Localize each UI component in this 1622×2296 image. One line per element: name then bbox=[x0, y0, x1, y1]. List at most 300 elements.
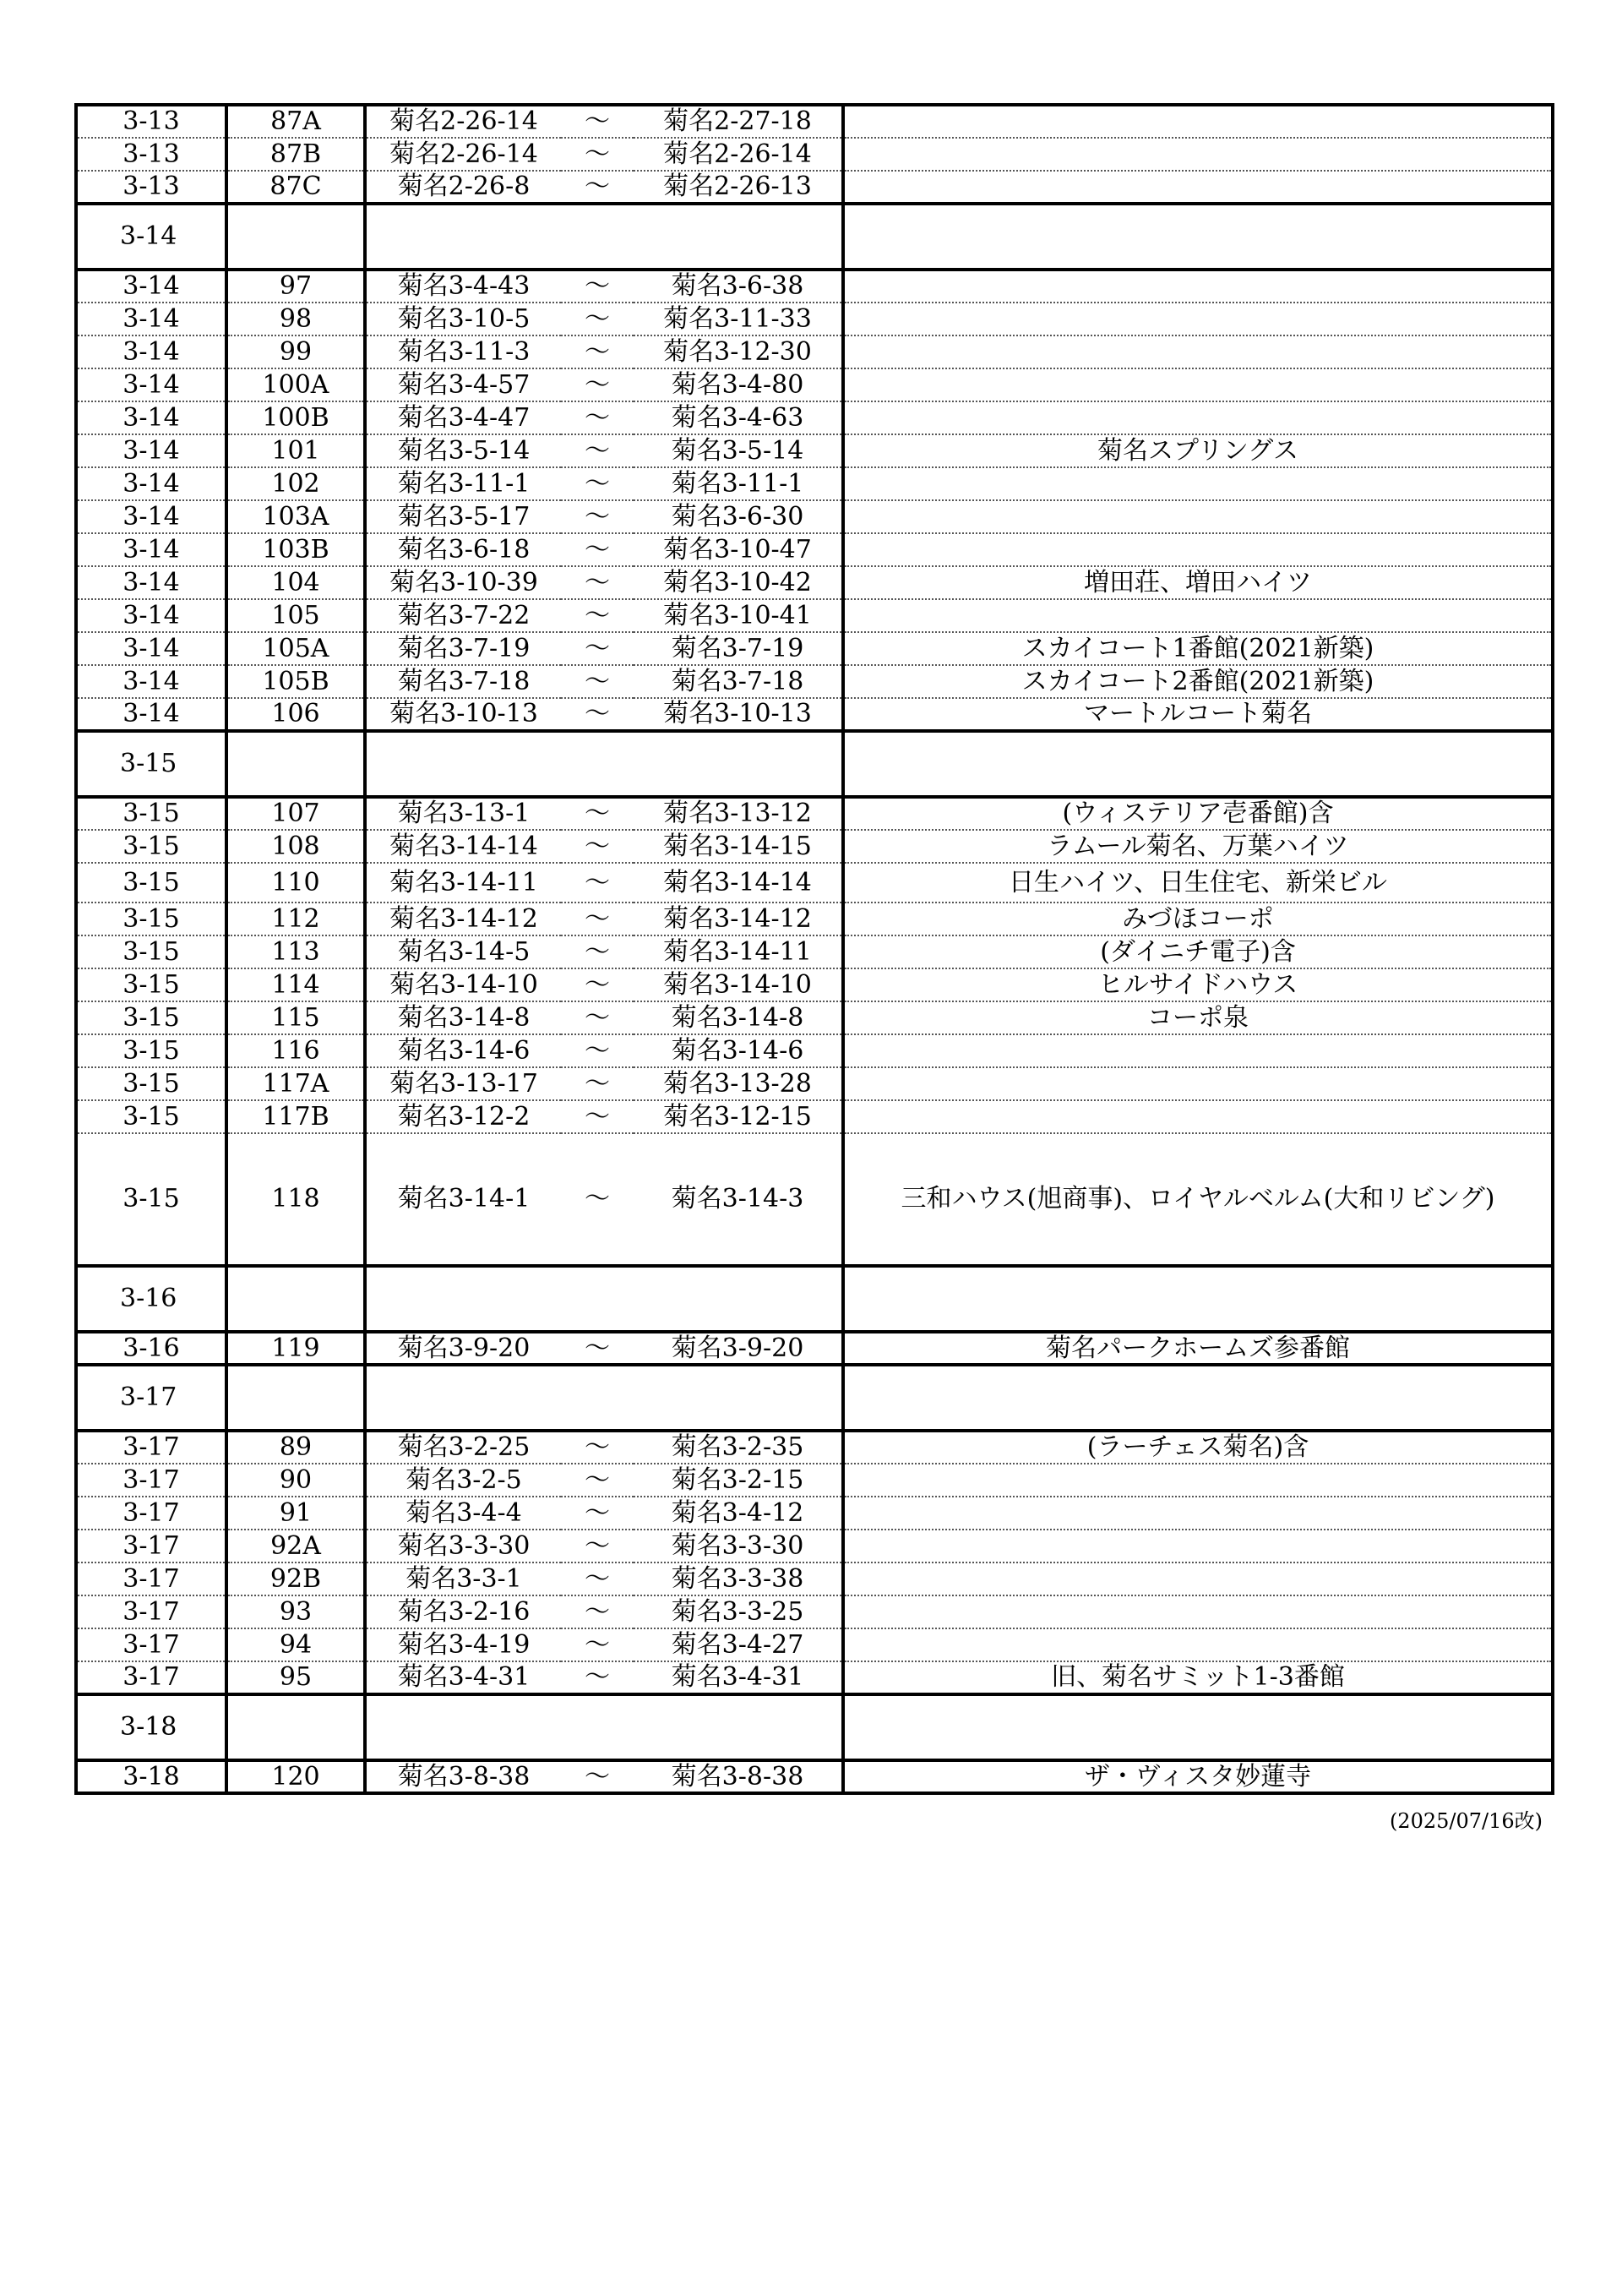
table-row bbox=[76, 1530, 1553, 1562]
chome-cell: 3-14 bbox=[76, 434, 226, 467]
address-from-cell: 菊名3-14-8 bbox=[365, 1001, 561, 1034]
address-to-cell: 菊名3-10-13 bbox=[634, 698, 843, 731]
range-separator: ～ bbox=[561, 863, 634, 903]
chome-cell: 3-18 bbox=[76, 1694, 226, 1760]
building-note-cell: 日生ハイツ、日生住宅、新栄ビル bbox=[843, 863, 1553, 903]
address-from-cell: 菊名2-26-8 bbox=[365, 171, 561, 204]
address-from-cell: 菊名3-5-17 bbox=[365, 500, 561, 533]
range-separator: ～ bbox=[561, 968, 634, 1001]
table-row bbox=[76, 1034, 1553, 1067]
chome-cell: 3-15 bbox=[76, 968, 226, 1001]
number-cell: 94 bbox=[226, 1628, 365, 1661]
table-row bbox=[76, 698, 1553, 731]
chome-cell: 3-15 bbox=[76, 1067, 226, 1100]
building-note-cell bbox=[843, 105, 1553, 138]
number-cell: 97 bbox=[226, 270, 365, 303]
chome-cell: 3-14 bbox=[76, 698, 226, 731]
address-from-cell: 菊名3-4-43 bbox=[365, 270, 561, 303]
building-note-cell bbox=[843, 335, 1553, 368]
address-from-cell: 菊名3-7-18 bbox=[365, 665, 561, 698]
building-note-cell: (ウィステリア壱番館)含 bbox=[843, 797, 1553, 830]
address-from-cell bbox=[365, 1694, 561, 1760]
address-from-cell bbox=[365, 1266, 561, 1332]
range-separator: ～ bbox=[561, 368, 634, 401]
range-separator bbox=[561, 1694, 634, 1760]
address-to-cell: 菊名3-7-19 bbox=[634, 632, 843, 665]
address-to-cell: 菊名3-10-41 bbox=[634, 599, 843, 632]
table-row bbox=[76, 467, 1553, 500]
table-row bbox=[76, 1661, 1553, 1694]
range-separator: ～ bbox=[561, 599, 634, 632]
building-note-cell bbox=[843, 731, 1553, 797]
address-to-cell: 菊名3-13-12 bbox=[634, 797, 843, 830]
address-from-cell: 菊名3-10-13 bbox=[365, 698, 561, 731]
address-to-cell: 菊名3-14-10 bbox=[634, 968, 843, 1001]
range-separator: ～ bbox=[561, 533, 634, 566]
number-cell: 103A bbox=[226, 500, 365, 533]
number-cell: 90 bbox=[226, 1464, 365, 1497]
group-header-row bbox=[76, 1365, 1553, 1431]
address-to-cell bbox=[634, 204, 843, 270]
address-from-cell bbox=[365, 1365, 561, 1431]
number-cell: 105 bbox=[226, 599, 365, 632]
address-from-cell: 菊名3-12-2 bbox=[365, 1100, 561, 1133]
number-cell: 101 bbox=[226, 434, 365, 467]
table-row bbox=[76, 1562, 1553, 1595]
number-cell: 113 bbox=[226, 935, 365, 968]
address-from-cell: 菊名3-2-25 bbox=[365, 1431, 561, 1464]
building-note-cell bbox=[843, 1266, 1553, 1332]
chome-cell: 3-14 bbox=[76, 270, 226, 303]
table-row bbox=[76, 1464, 1553, 1497]
address-to-cell: 菊名3-2-15 bbox=[634, 1464, 843, 1497]
address-to-cell: 菊名2-27-18 bbox=[634, 105, 843, 138]
table-row bbox=[76, 599, 1553, 632]
range-separator: ～ bbox=[561, 1431, 634, 1464]
building-note-cell bbox=[843, 467, 1553, 500]
range-separator: ～ bbox=[561, 1001, 634, 1034]
address-from-cell: 菊名3-14-5 bbox=[365, 935, 561, 968]
table-row bbox=[76, 830, 1553, 863]
number-cell: 117B bbox=[226, 1100, 365, 1133]
range-separator: ～ bbox=[561, 1464, 634, 1497]
chome-cell: 3-14 bbox=[76, 665, 226, 698]
building-note-cell bbox=[843, 138, 1553, 171]
building-note-cell: (ラーチェス菊名)含 bbox=[843, 1431, 1553, 1464]
chome-cell: 3-14 bbox=[76, 303, 226, 335]
range-separator: ～ bbox=[561, 270, 634, 303]
address-to-cell bbox=[634, 1694, 843, 1760]
building-note-cell bbox=[843, 270, 1553, 303]
range-separator: ～ bbox=[561, 1133, 634, 1266]
number-cell: 105B bbox=[226, 665, 365, 698]
number-cell: 89 bbox=[226, 1431, 365, 1464]
building-note-cell bbox=[843, 1365, 1553, 1431]
chome-cell: 3-14 bbox=[76, 368, 226, 401]
range-separator: ～ bbox=[561, 935, 634, 968]
chome-cell: 3-17 bbox=[76, 1497, 226, 1530]
table-row bbox=[76, 500, 1553, 533]
address-to-cell: 菊名3-14-3 bbox=[634, 1133, 843, 1266]
address-from-cell: 菊名3-2-5 bbox=[365, 1464, 561, 1497]
chome-cell: 3-15 bbox=[76, 1133, 226, 1266]
table-row bbox=[76, 797, 1553, 830]
building-note-cell bbox=[843, 599, 1553, 632]
number-cell: 114 bbox=[226, 968, 365, 1001]
building-note-cell: ラムール菊名、万葉ハイツ bbox=[843, 830, 1553, 863]
table-row bbox=[76, 1497, 1553, 1530]
building-note-cell bbox=[843, 368, 1553, 401]
building-note-cell: マートルコート菊名 bbox=[843, 698, 1553, 731]
table-row bbox=[76, 1100, 1553, 1133]
building-note-cell: スカイコート1番館(2021新築) bbox=[843, 632, 1553, 665]
chome-cell: 3-15 bbox=[76, 797, 226, 830]
address-to-cell: 菊名3-4-31 bbox=[634, 1661, 843, 1694]
range-separator: ～ bbox=[561, 1628, 634, 1661]
address-to-cell: 菊名3-10-47 bbox=[634, 533, 843, 566]
number-cell: 120 bbox=[226, 1760, 365, 1793]
address-from-cell: 菊名3-10-39 bbox=[365, 566, 561, 599]
address-from-cell: 菊名3-4-47 bbox=[365, 401, 561, 434]
address-from-cell bbox=[365, 731, 561, 797]
building-note-cell: 菊名パークホームズ参番館 bbox=[843, 1332, 1553, 1365]
building-note-cell bbox=[843, 1067, 1553, 1100]
building-note-cell bbox=[843, 401, 1553, 434]
address-from-cell: 菊名3-13-17 bbox=[365, 1067, 561, 1100]
building-note-cell bbox=[843, 1464, 1553, 1497]
address-to-cell: 菊名3-3-25 bbox=[634, 1595, 843, 1628]
number-cell: 99 bbox=[226, 335, 365, 368]
address-from-cell: 菊名3-3-1 bbox=[365, 1562, 561, 1595]
table-row bbox=[76, 368, 1553, 401]
range-separator: ～ bbox=[561, 467, 634, 500]
range-separator bbox=[561, 731, 634, 797]
address-from-cell: 菊名2-26-14 bbox=[365, 138, 561, 171]
chome-cell: 3-15 bbox=[76, 1001, 226, 1034]
table-row bbox=[76, 1067, 1553, 1100]
building-note-cell: 三和ハウス(旭商事)、ロイヤルベルム(大和リビング) bbox=[843, 1133, 1553, 1266]
chome-cell: 3-14 bbox=[76, 632, 226, 665]
address-from-cell: 菊名3-9-20 bbox=[365, 1332, 561, 1365]
number-cell: 103B bbox=[226, 533, 365, 566]
address-to-cell: 菊名3-4-63 bbox=[634, 401, 843, 434]
building-note-cell bbox=[843, 1497, 1553, 1530]
table-row bbox=[76, 105, 1553, 138]
number-cell: 104 bbox=[226, 566, 365, 599]
number-cell: 112 bbox=[226, 903, 365, 935]
table-row bbox=[76, 632, 1553, 665]
number-cell bbox=[226, 204, 365, 270]
range-separator: ～ bbox=[561, 1497, 634, 1530]
number-cell: 116 bbox=[226, 1034, 365, 1067]
address-to-cell: 菊名3-14-11 bbox=[634, 935, 843, 968]
range-separator: ～ bbox=[561, 1100, 634, 1133]
address-to-cell: 菊名3-4-80 bbox=[634, 368, 843, 401]
address-from-cell: 菊名3-5-14 bbox=[365, 434, 561, 467]
building-note-cell: コーポ泉 bbox=[843, 1001, 1553, 1034]
address-from-cell: 菊名2-26-14 bbox=[365, 105, 561, 138]
address-from-cell: 菊名3-4-19 bbox=[365, 1628, 561, 1661]
building-note-cell: ヒルサイドハウス bbox=[843, 968, 1553, 1001]
chome-cell: 3-14 bbox=[76, 533, 226, 566]
range-separator: ～ bbox=[561, 105, 634, 138]
address-from-cell: 菊名3-7-19 bbox=[365, 632, 561, 665]
address-to-cell: 菊名3-11-1 bbox=[634, 467, 843, 500]
chome-cell: 3-14 bbox=[76, 500, 226, 533]
chome-cell: 3-15 bbox=[76, 1034, 226, 1067]
chome-cell: 3-15 bbox=[76, 830, 226, 863]
number-cell: 102 bbox=[226, 467, 365, 500]
address-to-cell bbox=[634, 731, 843, 797]
table-row bbox=[76, 1595, 1553, 1628]
chome-cell: 3-17 bbox=[76, 1530, 226, 1562]
address-from-cell: 菊名3-14-14 bbox=[365, 830, 561, 863]
chome-cell: 3-13 bbox=[76, 171, 226, 204]
number-cell: 91 bbox=[226, 1497, 365, 1530]
address-to-cell: 菊名3-12-30 bbox=[634, 335, 843, 368]
building-note-cell: スカイコート2番館(2021新築) bbox=[843, 665, 1553, 698]
range-separator: ～ bbox=[561, 138, 634, 171]
chome-cell: 3-17 bbox=[76, 1431, 226, 1464]
address-to-cell: 菊名3-5-14 bbox=[634, 434, 843, 467]
revision-note: (2025/07/16改) bbox=[1389, 1809, 1543, 1833]
range-separator: ～ bbox=[561, 401, 634, 434]
address-from-cell: 菊名3-2-16 bbox=[365, 1595, 561, 1628]
address-from-cell: 菊名3-11-1 bbox=[365, 467, 561, 500]
number-cell bbox=[226, 1365, 365, 1431]
range-separator: ～ bbox=[561, 1332, 634, 1365]
range-separator: ～ bbox=[561, 698, 634, 731]
number-cell: 119 bbox=[226, 1332, 365, 1365]
range-separator: ～ bbox=[561, 1760, 634, 1793]
building-note-cell bbox=[843, 1562, 1553, 1595]
address-to-cell: 菊名3-2-35 bbox=[634, 1431, 843, 1464]
range-separator: ～ bbox=[561, 1530, 634, 1562]
building-note-cell bbox=[843, 533, 1553, 566]
number-cell: 95 bbox=[226, 1661, 365, 1694]
address-from-cell: 菊名3-4-57 bbox=[365, 368, 561, 401]
group-header-row bbox=[76, 1694, 1553, 1760]
address-to-cell: 菊名3-8-38 bbox=[634, 1760, 843, 1793]
number-cell: 92B bbox=[226, 1562, 365, 1595]
address-to-cell: 菊名3-14-6 bbox=[634, 1034, 843, 1067]
building-note-cell bbox=[843, 1034, 1553, 1067]
number-cell: 100B bbox=[226, 401, 365, 434]
chome-cell: 3-15 bbox=[76, 1100, 226, 1133]
address-to-cell: 菊名3-14-14 bbox=[634, 863, 843, 903]
table-row bbox=[76, 270, 1553, 303]
number-cell: 115 bbox=[226, 1001, 365, 1034]
building-note-cell bbox=[843, 1694, 1553, 1760]
number-cell: 87C bbox=[226, 171, 365, 204]
building-note-cell: (ダイニチ電子)含 bbox=[843, 935, 1553, 968]
address-to-cell: 菊名3-10-42 bbox=[634, 566, 843, 599]
address-from-cell: 菊名3-14-12 bbox=[365, 903, 561, 935]
address-to-cell: 菊名3-12-15 bbox=[634, 1100, 843, 1133]
building-note-cell: 菊名スプリングス bbox=[843, 434, 1553, 467]
table-row bbox=[76, 533, 1553, 566]
address-to-cell: 菊名3-13-28 bbox=[634, 1067, 843, 1100]
building-note-cell bbox=[843, 171, 1553, 204]
address-to-cell: 菊名3-14-12 bbox=[634, 903, 843, 935]
range-separator bbox=[561, 1365, 634, 1431]
chome-cell: 3-13 bbox=[76, 105, 226, 138]
range-separator: ～ bbox=[561, 665, 634, 698]
building-note-cell: 旧、菊名サミット1-3番館 bbox=[843, 1661, 1553, 1694]
table-row bbox=[76, 138, 1553, 171]
building-note-cell: みづほコーポ bbox=[843, 903, 1553, 935]
building-note-cell bbox=[843, 1595, 1553, 1628]
chome-cell: 3-17 bbox=[76, 1661, 226, 1694]
chome-cell: 3-17 bbox=[76, 1464, 226, 1497]
number-cell: 100A bbox=[226, 368, 365, 401]
number-cell: 118 bbox=[226, 1133, 365, 1266]
chome-cell: 3-14 bbox=[76, 335, 226, 368]
address-from-cell: 菊名3-7-22 bbox=[365, 599, 561, 632]
number-cell: 110 bbox=[226, 863, 365, 903]
number-cell bbox=[226, 1266, 365, 1332]
address-to-cell: 菊名2-26-13 bbox=[634, 171, 843, 204]
range-separator: ～ bbox=[561, 1562, 634, 1595]
chome-cell: 3-15 bbox=[76, 863, 226, 903]
range-separator: ～ bbox=[561, 1595, 634, 1628]
address-from-cell: 菊名3-3-30 bbox=[365, 1530, 561, 1562]
chome-cell: 3-18 bbox=[76, 1760, 226, 1793]
table-row bbox=[76, 1628, 1553, 1661]
chome-cell: 3-15 bbox=[76, 731, 226, 797]
chome-cell: 3-13 bbox=[76, 138, 226, 171]
address-from-cell: 菊名3-14-6 bbox=[365, 1034, 561, 1067]
number-cell: 105A bbox=[226, 632, 365, 665]
address-to-cell: 菊名3-4-12 bbox=[634, 1497, 843, 1530]
address-to-cell: 菊名3-14-15 bbox=[634, 830, 843, 863]
address-to-cell: 菊名3-11-33 bbox=[634, 303, 843, 335]
table-row bbox=[76, 335, 1553, 368]
range-separator: ～ bbox=[561, 903, 634, 935]
range-separator: ～ bbox=[561, 797, 634, 830]
address-to-cell: 菊名3-7-18 bbox=[634, 665, 843, 698]
number-cell: 98 bbox=[226, 303, 365, 335]
building-note-cell bbox=[843, 204, 1553, 270]
chome-cell: 3-14 bbox=[76, 467, 226, 500]
group-header-row bbox=[76, 204, 1553, 270]
chome-cell: 3-16 bbox=[76, 1266, 226, 1332]
chome-cell: 3-17 bbox=[76, 1562, 226, 1595]
range-separator: ～ bbox=[561, 1034, 634, 1067]
number-cell bbox=[226, 1694, 365, 1760]
number-cell: 106 bbox=[226, 698, 365, 731]
table-row bbox=[76, 1001, 1553, 1034]
table-row bbox=[76, 434, 1553, 467]
table-row bbox=[76, 303, 1553, 335]
range-separator bbox=[561, 1266, 634, 1332]
building-note-cell bbox=[843, 1100, 1553, 1133]
table-row bbox=[76, 566, 1553, 599]
range-separator: ～ bbox=[561, 1661, 634, 1694]
number-cell: 87B bbox=[226, 138, 365, 171]
address-to-cell: 菊名3-9-20 bbox=[634, 1332, 843, 1365]
address-from-cell: 菊名3-14-10 bbox=[365, 968, 561, 1001]
address-from-cell: 菊名3-10-5 bbox=[365, 303, 561, 335]
number-cell bbox=[226, 731, 365, 797]
range-separator: ～ bbox=[561, 566, 634, 599]
address-to-cell: 菊名3-6-38 bbox=[634, 270, 843, 303]
number-cell: 108 bbox=[226, 830, 365, 863]
chome-cell: 3-17 bbox=[76, 1365, 226, 1431]
building-note-cell bbox=[843, 303, 1553, 335]
table-row bbox=[76, 171, 1553, 204]
table-row bbox=[76, 401, 1553, 434]
chome-cell: 3-14 bbox=[76, 566, 226, 599]
table-row bbox=[76, 903, 1553, 935]
address-from-cell: 菊名3-4-4 bbox=[365, 1497, 561, 1530]
address-to-cell bbox=[634, 1266, 843, 1332]
address-to-cell: 菊名3-3-30 bbox=[634, 1530, 843, 1562]
number-cell: 117A bbox=[226, 1067, 365, 1100]
range-separator: ～ bbox=[561, 500, 634, 533]
number-cell: 107 bbox=[226, 797, 365, 830]
chome-cell: 3-15 bbox=[76, 935, 226, 968]
range-separator: ～ bbox=[561, 830, 634, 863]
table-row bbox=[76, 935, 1553, 968]
number-cell: 92A bbox=[226, 1530, 365, 1562]
address-from-cell: 菊名3-14-1 bbox=[365, 1133, 561, 1266]
address-to-cell: 菊名3-4-27 bbox=[634, 1628, 843, 1661]
range-separator bbox=[561, 204, 634, 270]
range-separator: ～ bbox=[561, 335, 634, 368]
table-row bbox=[76, 1332, 1553, 1365]
address-from-cell: 菊名3-4-31 bbox=[365, 1661, 561, 1694]
address-to-cell: 菊名3-3-38 bbox=[634, 1562, 843, 1595]
address-from-cell: 菊名3-11-3 bbox=[365, 335, 561, 368]
address-from-cell: 菊名3-8-38 bbox=[365, 1760, 561, 1793]
address-to-cell: 菊名3-14-8 bbox=[634, 1001, 843, 1034]
building-note-cell: 増田荘、増田ハイツ bbox=[843, 566, 1553, 599]
building-note-cell bbox=[843, 1530, 1553, 1562]
chome-cell: 3-14 bbox=[76, 204, 226, 270]
range-separator: ～ bbox=[561, 1067, 634, 1100]
address-from-cell: 菊名3-6-18 bbox=[365, 533, 561, 566]
address-from-cell bbox=[365, 204, 561, 270]
table-row bbox=[76, 1133, 1553, 1266]
address-from-cell: 菊名3-14-11 bbox=[365, 863, 561, 903]
chome-cell: 3-17 bbox=[76, 1628, 226, 1661]
range-separator: ～ bbox=[561, 632, 634, 665]
number-cell: 93 bbox=[226, 1595, 365, 1628]
number-cell: 87A bbox=[226, 105, 365, 138]
chome-cell: 3-14 bbox=[76, 599, 226, 632]
address-to-cell: 菊名2-26-14 bbox=[634, 138, 843, 171]
group-header-row bbox=[76, 1266, 1553, 1332]
table-row bbox=[76, 968, 1553, 1001]
range-separator: ～ bbox=[561, 434, 634, 467]
building-note-cell bbox=[843, 500, 1553, 533]
chome-cell: 3-15 bbox=[76, 903, 226, 935]
range-separator: ～ bbox=[561, 171, 634, 204]
table-row bbox=[76, 1760, 1553, 1793]
address-table bbox=[74, 103, 1554, 1795]
building-note-cell: ザ・ヴィスタ妙蓮寺 bbox=[843, 1760, 1553, 1793]
chome-cell: 3-14 bbox=[76, 401, 226, 434]
chome-cell: 3-17 bbox=[76, 1595, 226, 1628]
address-to-cell: 菊名3-6-30 bbox=[634, 500, 843, 533]
table-row bbox=[76, 863, 1553, 903]
address-from-cell: 菊名3-13-1 bbox=[365, 797, 561, 830]
building-note-cell bbox=[843, 1628, 1553, 1661]
range-separator: ～ bbox=[561, 303, 634, 335]
table-row bbox=[76, 1431, 1553, 1464]
table-row bbox=[76, 665, 1553, 698]
